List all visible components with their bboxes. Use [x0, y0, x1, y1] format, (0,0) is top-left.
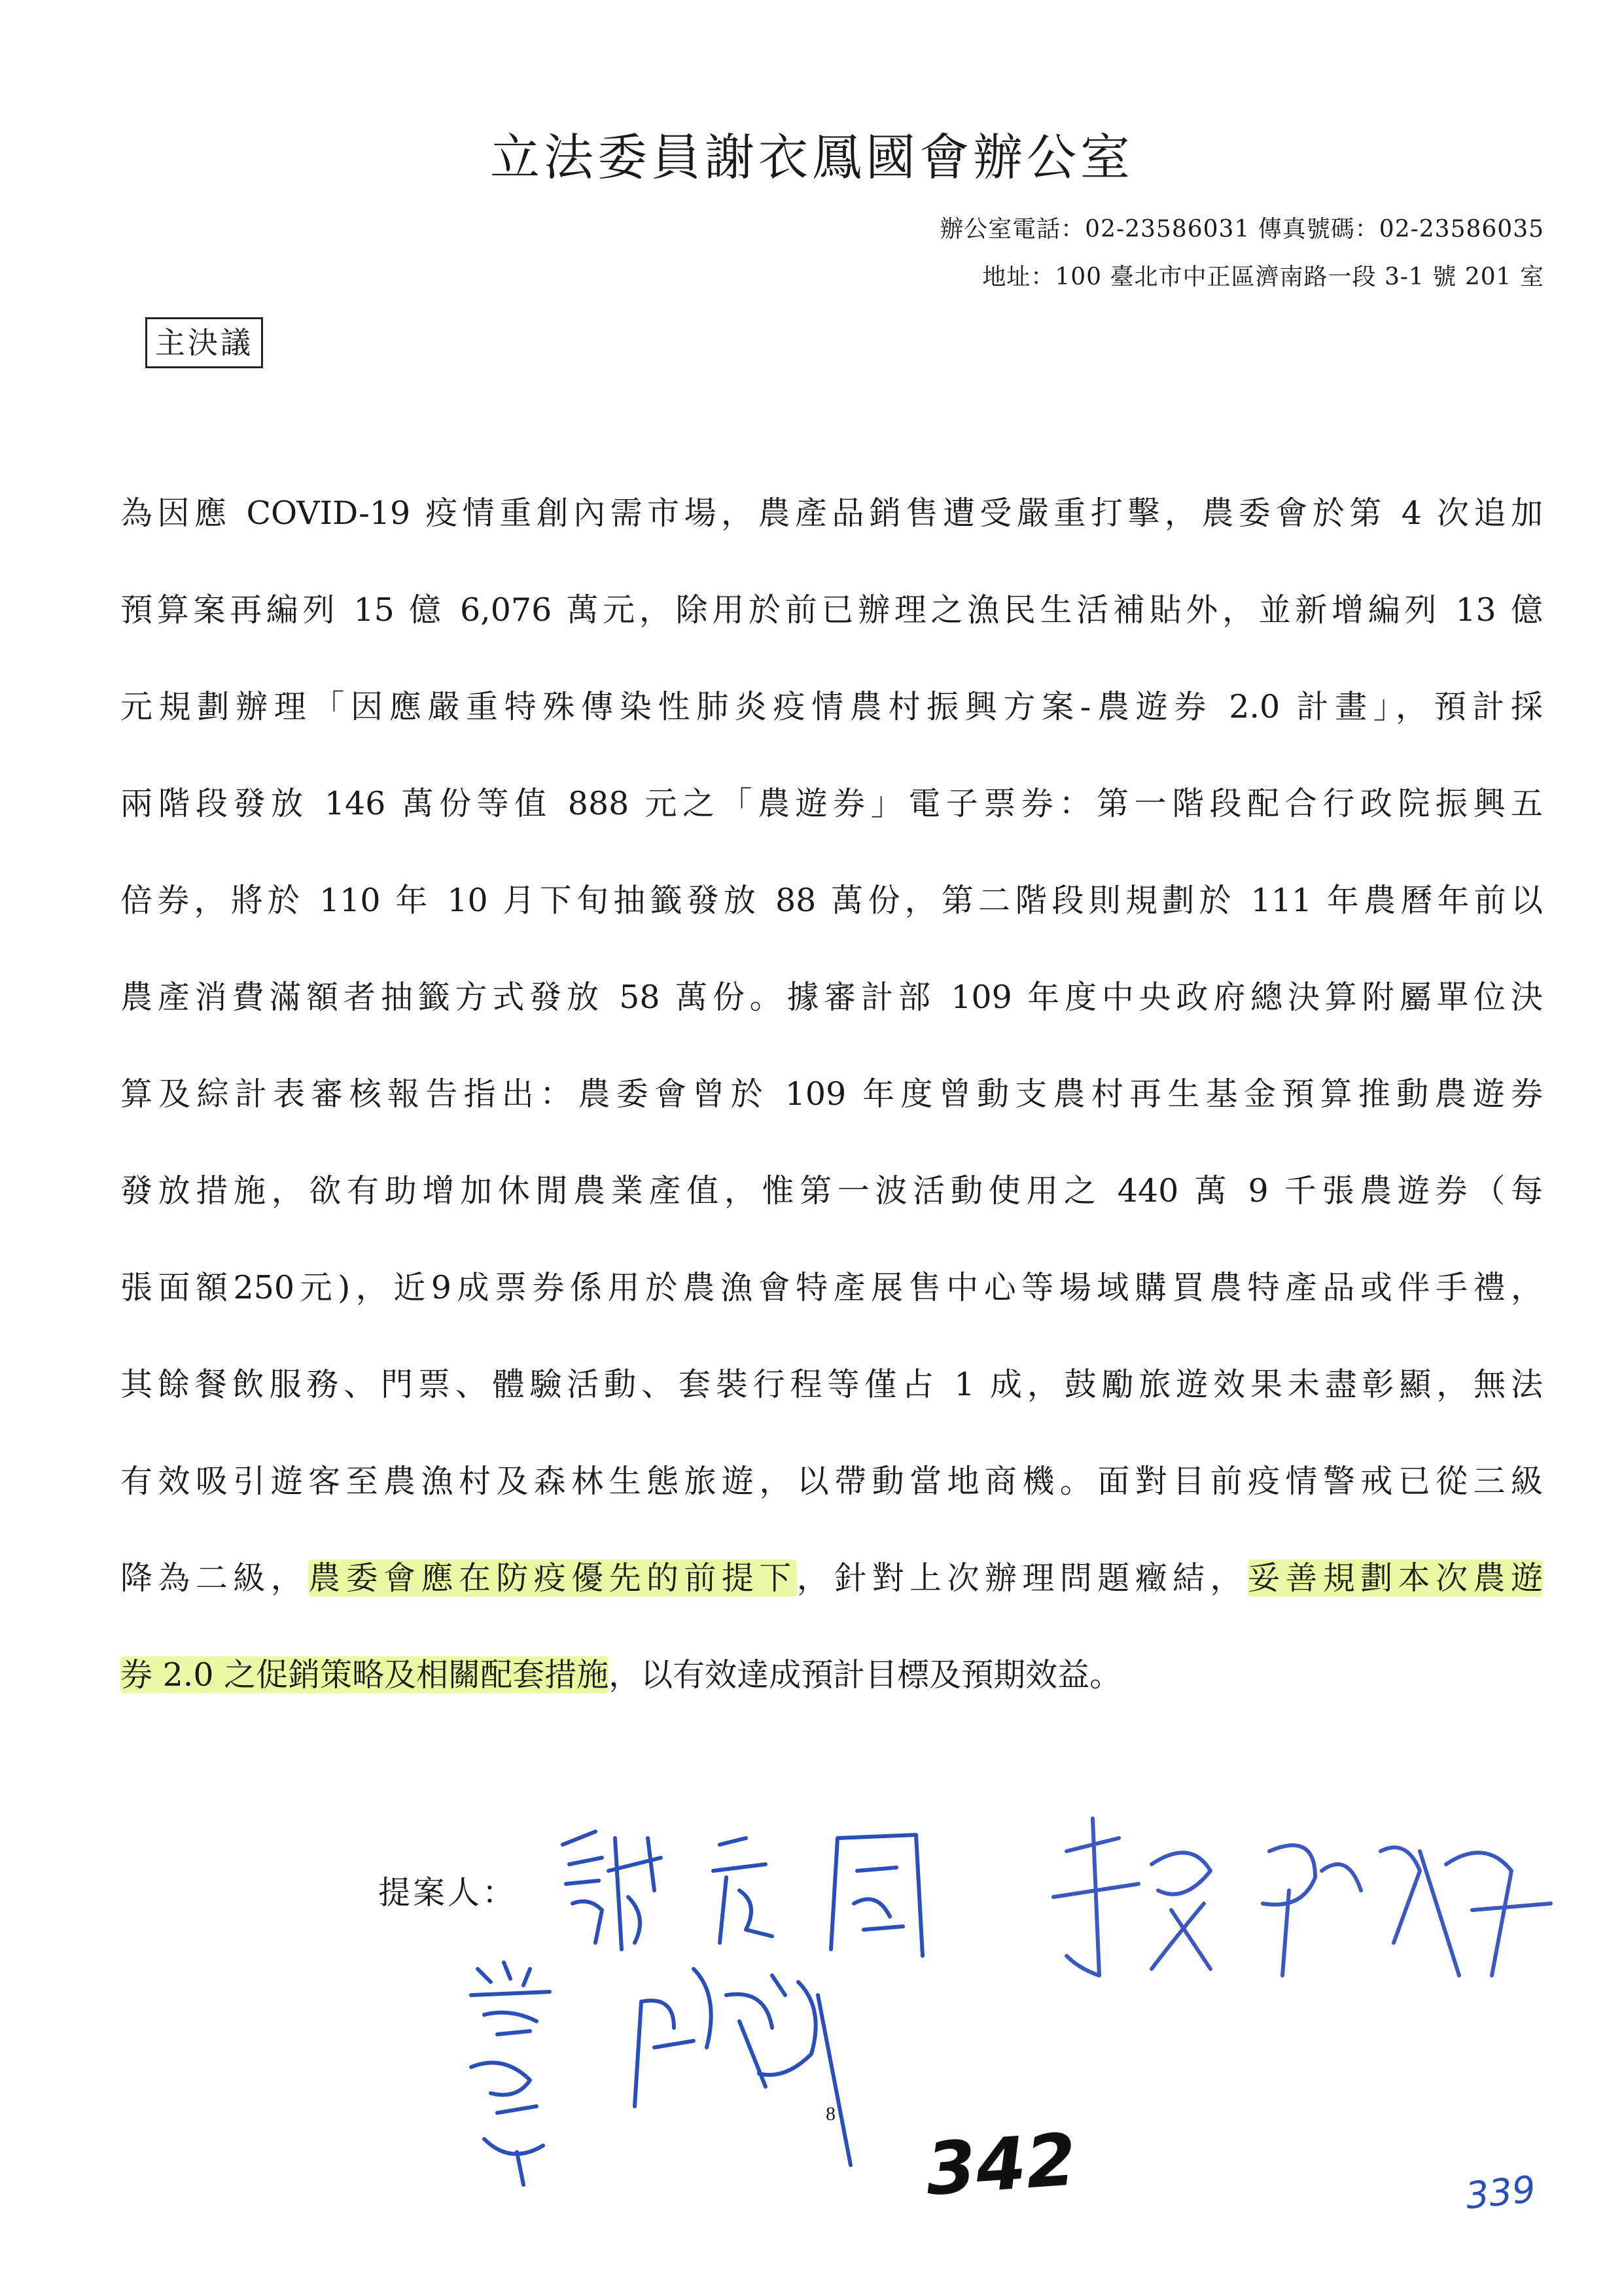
highlighted-text: 妥善規劃本次農遊: [1247, 1559, 1543, 1597]
office-title: 立法委員謝衣鳳國會辦公室: [490, 128, 1134, 186]
proposer-label: 提案人：: [378, 1874, 518, 1911]
body-line-4: 兩階段發放 146 萬份等值 888 元之「農遊券」電子票券：第一階段配合行政院振興五: [120, 785, 1543, 822]
page-number: 8: [826, 2103, 836, 2125]
body-line-7: 算及綜計表審核報告指出：農委會曾於 109 年度曾動支農村再生基金預算推動農遊券: [120, 1075, 1543, 1113]
body-line-8: 發放措施，欲有助增加休閒農業產值，惟第一波活動使用之 440 萬 9 千張農遊券（每: [120, 1172, 1543, 1209]
contact-phone-fax: 辦公室電話：02-23586031 傳真號碼：02-23586035: [940, 216, 1544, 243]
body-line-1: 為因應 COVID-19 疫情重創內需市場，農產品銷售遭受嚴重打擊，農委會於第 4 次追加: [120, 495, 1543, 532]
body-text: 降為二級，: [120, 1559, 309, 1597]
body-line-10: 其餘餐飲服務、門票、體驗活動、套裝行程等僅占 1 成，鼓勵旅遊效果未盡彰顯，無法: [120, 1366, 1543, 1403]
body-line-6: 農產消費滿額者抽籤方式發放 58 萬份。據審計部 109 年度中央政府總決算附屬單位決: [120, 979, 1543, 1016]
signature-cosigner-left: [458, 1956, 929, 2191]
body-text: ，針對上次辦理問題癥結，: [796, 1559, 1248, 1597]
body-text: ，以有效達成預計目標及預期效益。: [609, 1656, 1122, 1694]
body-line-5: 倍券，將於 110 年 10 月下旬抽籤發放 88 萬份，第二階段則規劃於 111 年農曆年前以: [120, 882, 1543, 919]
highlighted-text: 農委會應在防疫優先的前提下: [308, 1559, 797, 1597]
body-line-11: 有效吸引遊客至農漁村及森林生態旅遊，以帶動當地商機。面對目前疫情警戒已從三級: [120, 1463, 1543, 1500]
signature-proposer-blue: [550, 1818, 942, 1969]
body-line-12: [120, 1559, 1543, 1598]
contact-address: 地址：100 臺北市中正區濟南路一段 3-1 號 201 室: [982, 264, 1544, 290]
handwritten-page-stamp-small: 339: [1463, 2168, 1538, 2218]
highlighted-text: 券 2.0 之促銷策略及相關配套措施: [120, 1656, 609, 1694]
signature-cosigner-right: [1040, 1812, 1564, 1995]
body-line-3: 元規劃辦理「因應嚴重特殊傳染性肺炎疫情農村振興方案-農遊券 2.0 計畫」，預計採: [120, 688, 1543, 725]
body-line-9: 張面額250元)，近9成票券係用於農漁會特產展售中心等場域購買農特產品或伴手禮，: [120, 1269, 1543, 1306]
body-line-13: [120, 1656, 1543, 1695]
resolution-type-label: 主決議: [145, 317, 263, 368]
handwritten-page-stamp: 342: [923, 2117, 1079, 2212]
body-line-2: 預算案再編列 15 億 6,076 萬元，除用於前已辦理之漁民生活補貼外，並新增編列 13 億: [120, 591, 1543, 629]
